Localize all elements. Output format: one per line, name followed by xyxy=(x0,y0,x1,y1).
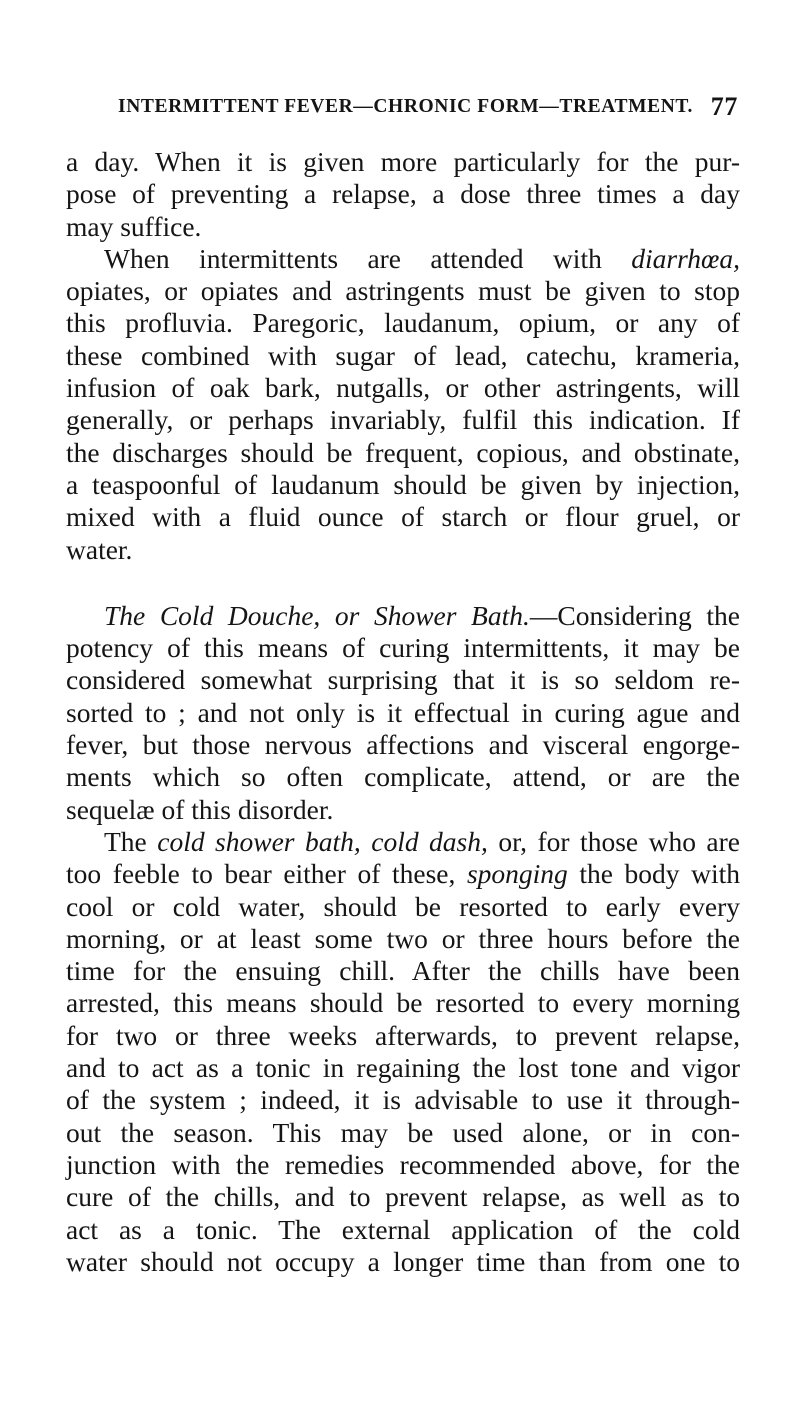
text-line: generally, or perhaps invariably, fulfil this indication. If xyxy=(66,404,740,436)
text-line: infusion of oak bark, nutgalls, or other astringents, will xyxy=(66,372,740,404)
body-text xyxy=(66,146,740,1278)
text-line xyxy=(66,600,740,632)
text-line: cure of the chills, and to prevent relapse, as well as to xyxy=(66,1181,740,1213)
text-line: a day. When it is given more particularly for the pur- xyxy=(66,146,740,177)
text-run: —Considering the xyxy=(529,599,740,631)
section-heading: The Cold Douche, or Shower Bath. xyxy=(104,599,530,631)
paragraph-diarrhoea xyxy=(66,243,740,566)
text-line: the discharges should be frequent, copious, and obstinate, xyxy=(66,436,740,468)
text-line: act as a tonic. The external application of the cold xyxy=(66,1213,740,1245)
text-line xyxy=(66,826,740,858)
text-run: or, for those who are xyxy=(487,825,740,857)
text-line: junction with the remedies recommended above, for the xyxy=(66,1148,740,1180)
text-run: too feeble to bear either of these, xyxy=(66,858,467,890)
text-line: and to act as a tonic in regaining the lost tone and vigor xyxy=(66,1052,740,1084)
paragraph-continuation xyxy=(66,146,740,243)
text-run: the body with xyxy=(567,858,740,890)
text-line: mixed with a fluid ounce of starch or flour gruel, or xyxy=(66,501,740,533)
text-run: When intermittents are attended with xyxy=(104,242,632,274)
text-line xyxy=(66,243,740,275)
running-title: INTERMITTENT FEVER—CHRONIC FORM—TREATMENT. xyxy=(118,96,694,117)
italic-term: diarrhœa, xyxy=(631,242,740,274)
text-line: potency of this means of curing intermittents, it may be xyxy=(66,632,740,664)
section-gap xyxy=(66,566,740,600)
running-head xyxy=(118,92,738,126)
text-line: sorted to ; and not only is it effectual in curing ague and xyxy=(66,696,740,728)
page-number: 77 xyxy=(710,92,738,121)
text-line: cool or cold water, should be resorted to early every xyxy=(66,890,740,922)
text-line: of the system ; indeed, it is advisable to use it through- xyxy=(66,1084,740,1116)
text-line: fever, but those nervous affections and visceral engorge- xyxy=(66,729,740,761)
text-line xyxy=(66,858,740,890)
text-line: may suffice. xyxy=(66,210,202,242)
text-line: pose of preventing a relapse, a dose three times a day xyxy=(66,178,740,210)
text-line: sequelæ of this disorder. xyxy=(66,793,334,825)
text-line: for two or three weeks afterwards, to prevent relapse, xyxy=(66,1019,740,1051)
text-line: ments which so often complicate, attend, or are the xyxy=(66,761,740,793)
paragraph-shower-bath xyxy=(66,826,740,1278)
text-line: time for the ensuing chill. After the chills have been xyxy=(66,955,740,987)
text-run xyxy=(361,826,371,857)
text-line: a teaspoonful of laudanum should be given by injection, xyxy=(66,468,740,500)
text-line: this profluvia. Paregoric, laudanum, opium, or any of xyxy=(66,307,740,339)
paragraph-cold-douche xyxy=(66,600,740,826)
text-line: water. xyxy=(66,533,133,565)
italic-term: sponging xyxy=(466,858,568,890)
text-line: arrested, this means should be resorted to every morning xyxy=(66,987,740,1019)
text-line: water should not occupy a longer time than from one to xyxy=(66,1245,740,1277)
text-run: The xyxy=(104,825,158,857)
text-line: these combined with sugar of lead, catechu, krameria, xyxy=(66,339,740,371)
italic-term: cold shower bath, xyxy=(157,825,361,857)
text-line: considered somewhat surprising that it is so seldom re- xyxy=(66,664,740,696)
text-line: out the season. This may be used alone, or in con- xyxy=(66,1116,740,1148)
italic-term: cold dash, xyxy=(371,825,488,857)
text-line: opiates, or opiates and astringents must be given to stop xyxy=(66,275,740,307)
text-line: morning, or at least some two or three hours before the xyxy=(66,922,740,954)
